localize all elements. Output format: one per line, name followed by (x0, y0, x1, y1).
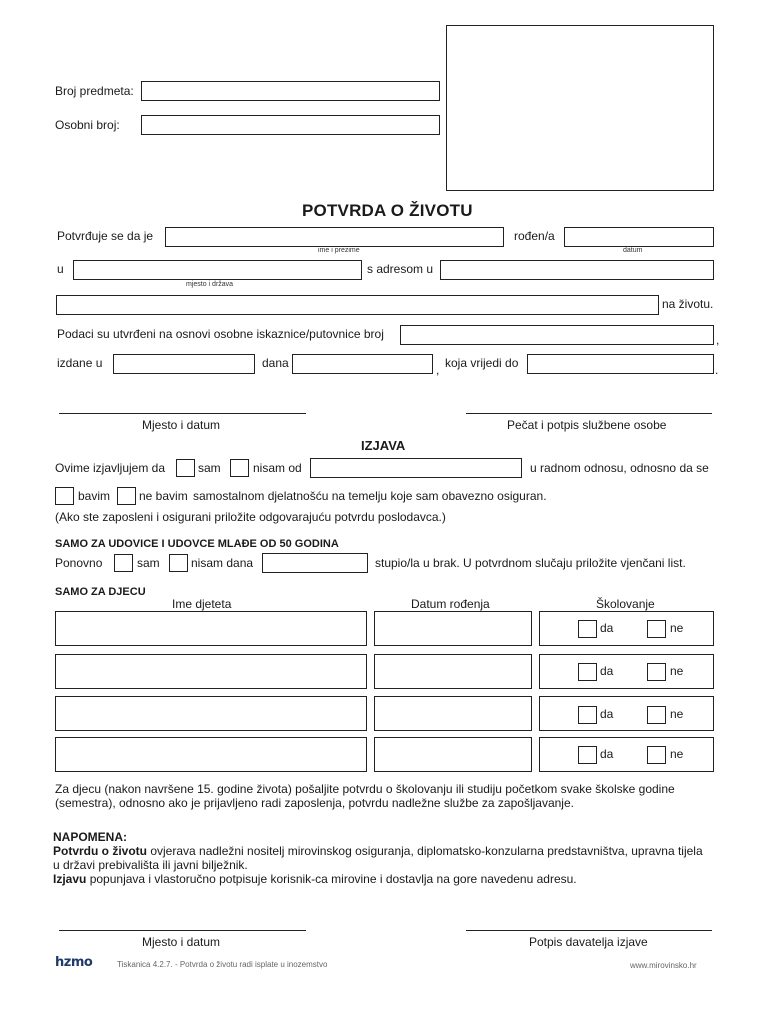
personal-number-input[interactable] (141, 115, 440, 135)
children-note-line1: Za djecu (nakon navršene 15. godine života) pošaljite potvrdu o školovanju ili studiju početkom svake školske godine (55, 782, 675, 796)
employment-label: u radnom odnosu, odnosno da se (530, 461, 709, 475)
no-label: ne (670, 621, 684, 635)
declare-label: Ovime izjavljujem da (55, 461, 166, 475)
giver-sign-caption: Potpis davatelja izjave (529, 935, 648, 949)
am-not-from-label: nisam od (253, 461, 302, 475)
child-name-input[interactable] (55, 611, 367, 646)
id-doc-label: Podaci su utvrđeni na osnovi osobne iskaznice/putovnice broj (57, 327, 384, 341)
comma: , (716, 333, 720, 347)
married-label: stupio/la u brak. U potvrdnom slučaju priložite vjenčani list. (375, 556, 686, 570)
statement-heading: IZJAVA (361, 438, 406, 453)
note-heading: NAPOMENA: (53, 830, 127, 844)
child-birth-input[interactable] (374, 654, 532, 689)
period: . (715, 363, 719, 377)
id-doc-number-input[interactable] (400, 325, 714, 345)
note-p2-text: popunjava i vlastoručno potpisuje korisnik-ca mirovine i dostavlja na gore navedenu adresu. (86, 872, 577, 886)
schooling-no-checkbox[interactable] (647, 706, 666, 724)
schooling-no-checkbox[interactable] (647, 620, 666, 638)
child-birth-input[interactable] (374, 737, 532, 772)
yes-label: da (600, 664, 614, 678)
children-note-line2: (semestra), odnosno ako je prijavljeno radi zaposlenja, potvrdu nadležne službe za zapošljavanje. (55, 796, 574, 810)
page-title: POTVRDA O ŽIVOTU (302, 201, 473, 220)
case-number-input[interactable] (141, 81, 440, 101)
place-hint: mjesto i država (186, 281, 234, 288)
note-p1-bold: Potvrdu o životu (53, 844, 147, 858)
issued-place-input[interactable] (113, 354, 255, 374)
confirm-label: Potvrđuje se da je (57, 229, 154, 243)
self-employed-label: samostalnom djelatnošću na temelju koje sam obavezno osiguran. (193, 489, 547, 503)
again-label: Ponovno (55, 556, 103, 570)
no-label: ne (670, 664, 684, 678)
child-birth-input[interactable] (374, 611, 532, 646)
am-label: sam (198, 461, 221, 475)
child-name-input[interactable] (55, 654, 367, 689)
no-label: ne (670, 747, 684, 761)
day-label: dana (262, 356, 289, 370)
name-hint: ime i prezime (318, 247, 360, 254)
alive-label: na životu. (662, 297, 714, 311)
case-number-label: Broj predmeta: (55, 84, 134, 98)
comma: , (436, 363, 440, 377)
date-hint: datum (623, 247, 643, 254)
valid-until-label: koja vrijedi do (445, 356, 519, 370)
hzmo-logo: hzmo (55, 955, 93, 970)
birth-date-input[interactable] (564, 227, 714, 247)
born-label: rođen/a (514, 229, 555, 243)
schooling-cell (539, 611, 714, 646)
schooling-cell (539, 696, 714, 731)
stamp-sign-caption: Pečat i potpis službene osobe (507, 418, 667, 432)
note-p2-bold: Izjavu (53, 872, 87, 886)
widow-am-not-checkbox[interactable] (169, 554, 188, 572)
issued-in-label: izdane u (57, 356, 103, 370)
place-date-caption: Mjesto i datum (142, 418, 221, 432)
widow-am-checkbox[interactable] (114, 554, 133, 572)
official-signature-line[interactable] (466, 413, 712, 414)
no-label: ne (670, 707, 684, 721)
birth-place-input[interactable] (73, 260, 362, 280)
address-city-input[interactable] (440, 260, 714, 280)
note-paragraph-1-line2: u državi prebivališta ili javni bilježnik. (53, 858, 248, 872)
widow-am-not-label: nisam dana (191, 556, 254, 570)
not-engage-checkbox[interactable] (117, 487, 136, 505)
issued-date-input[interactable] (292, 354, 433, 374)
valid-until-input[interactable] (527, 354, 714, 374)
address-full-input[interactable] (56, 295, 659, 315)
employed-note: (Ako ste zaposleni i osigurani priložite odgovarajuću potvrdu poslodavca.) (55, 510, 446, 524)
marriage-date-input[interactable] (262, 553, 368, 573)
employment-date-input[interactable] (310, 458, 522, 478)
bottom-place-date-line[interactable] (59, 930, 306, 931)
note-paragraph-1 (53, 844, 703, 858)
child-name-input[interactable] (55, 696, 367, 731)
full-name-input[interactable] (165, 227, 504, 247)
place-date-line[interactable] (59, 413, 306, 414)
bottom-place-date-caption: Mjesto i datum (142, 935, 221, 949)
col-birth-date: Datum rođenja (411, 597, 490, 611)
note-p1-text: ovjerava nadležni nositelj mirovinskog osiguranja, diplomatsko-konzularna predstavništva, upravna tijela (147, 844, 703, 858)
in-label: u (57, 262, 64, 276)
widow-am-label: sam (137, 556, 160, 570)
schooling-no-checkbox[interactable] (647, 746, 666, 764)
col-schooling: Školovanje (596, 597, 655, 611)
schooling-yes-checkbox[interactable] (578, 663, 597, 681)
engage-label: bavim (78, 489, 111, 503)
child-birth-input[interactable] (374, 696, 532, 731)
schooling-yes-checkbox[interactable] (578, 706, 597, 724)
photo-box[interactable] (446, 25, 714, 191)
widows-heading: SAMO ZA UDOVICE I UDOVCE MLAĐE OD 50 GODINA (55, 538, 339, 550)
yes-label: da (600, 621, 614, 635)
schooling-no-checkbox[interactable] (647, 663, 666, 681)
am-checkbox[interactable] (176, 459, 195, 477)
col-child-name: Ime djeteta (172, 597, 232, 611)
schooling-cell (539, 737, 714, 772)
giver-signature-line[interactable] (466, 930, 712, 931)
address-label: s adresom u (367, 262, 434, 276)
schooling-yes-checkbox[interactable] (578, 620, 597, 638)
schooling-yes-checkbox[interactable] (578, 746, 597, 764)
schooling-cell (539, 654, 714, 689)
children-heading: SAMO ZA DJECU (55, 586, 146, 598)
not-engage-label: ne bavim (139, 489, 188, 503)
note-paragraph-2 (53, 872, 577, 886)
am-not-checkbox[interactable] (230, 459, 249, 477)
child-name-input[interactable] (55, 737, 367, 772)
form-reference: Tiskanica 4.2.7. - Potvrda o životu radi isplate u inozemstvo (117, 960, 328, 969)
engage-checkbox[interactable] (55, 487, 74, 505)
yes-label: da (600, 747, 614, 761)
personal-number-label: Osobni broj: (55, 118, 120, 132)
website-link[interactable]: www.mirovinsko.hr (630, 961, 697, 970)
yes-label: da (600, 707, 614, 721)
